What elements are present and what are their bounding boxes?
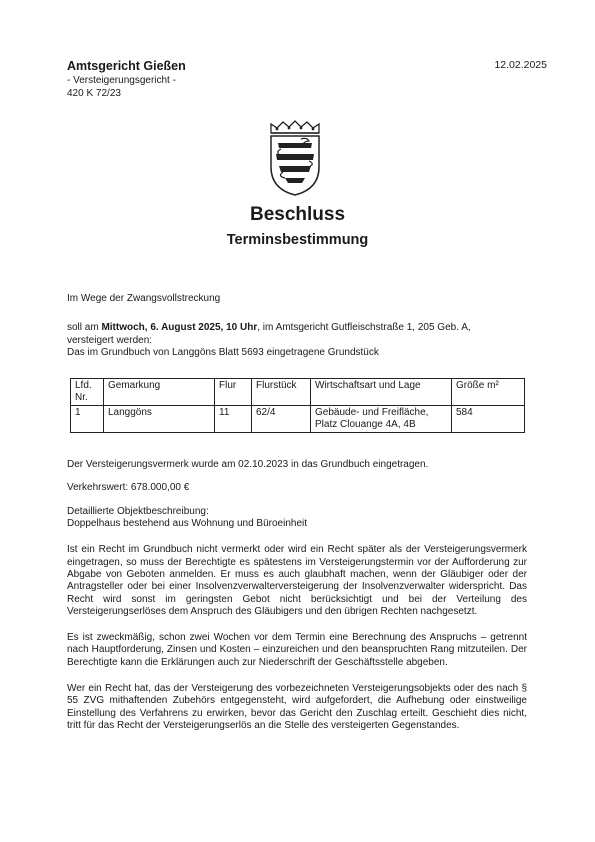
court-header <box>67 58 186 100</box>
document-date: 12.02.2025 <box>494 59 547 71</box>
table-header-row <box>71 379 525 406</box>
table-cell: Langgöns <box>104 406 215 433</box>
table-cell: Gebäude- und Freifläche, Platz Clouange 4A, 4B <box>311 406 452 433</box>
table-cell: 11 <box>215 406 252 433</box>
court-name: Amtsgericht Gießen <box>67 59 186 73</box>
table-header-cell: Flur <box>215 379 252 406</box>
table-cell: 1 <box>71 406 104 433</box>
table-row <box>71 406 525 433</box>
auction-line-3: Das im Grundbuch von Langgöns Blatt 5693 eingetragene Grundstück <box>67 346 379 358</box>
auction-line-2: versteigert werden: <box>67 334 153 346</box>
document-title: Beschluss <box>249 204 346 225</box>
table-header-cell: Größe m² <box>452 379 525 406</box>
table-header-cell: Lfd. Nr. <box>71 379 104 406</box>
vermerk-text: Der Versteigerungsvermerk wurde am 02.10.2023 in das Grundbuch eingetragen. <box>67 459 429 471</box>
hesse-coat-of-arms-icon <box>265 119 325 197</box>
case-number: 420 K 72/23 <box>67 88 121 99</box>
auction-line: soll am Mittwoch, 6. August 2025, 10 Uhr, im Amtsgericht Gutfleischstraße 1, 205 Geb. A, <box>67 322 471 334</box>
document-body <box>67 293 527 732</box>
court-department: - Versteigerungsgericht - <box>67 75 176 86</box>
paragraph-calculation: Es ist zweckmäßig, schon zwei Wochen vor dem Termin eine Berechnung des Anspruchs – getrennt nach Hauptforderung, Zinsen und Kosten – einzureichen und den beanspruchten Rang mitzuteilen. Der Berechtigte kann die Erklärungen auch zur Niederschrift der Geschäftsstelle abgeben. <box>67 632 527 668</box>
verkehrswert-text: Verkehrswert: 678.000,00 € <box>67 482 190 494</box>
table-header-cell: Wirtschaftsart und Lage <box>311 379 452 406</box>
intro-text: Im Wege der Zwangsvollstreckung <box>67 293 221 304</box>
description-text: Doppelhaus bestehend aus Wohnung und Büroeinheit <box>67 518 307 530</box>
table-header-cell: Gemarkung <box>104 379 215 406</box>
table-header-cell: Flurstück <box>252 379 311 406</box>
table-cell: 62/4 <box>252 406 311 433</box>
auction-datetime: Mittwoch, 6. August 2025, 10 Uhr <box>101 322 258 334</box>
document-subtitle: Terminsbestimmung <box>226 232 369 248</box>
description-label: Detaillierte Objektbeschreibung: <box>67 505 209 517</box>
property-table <box>70 378 525 433</box>
paragraph-objection: Wer ein Recht hat, das der Versteigerung des vorbezeichneten Versteigerungsobjekts oder des nach § 55 ZVG mithaftenden Zubehörs entgegensteht, wird aufgefordert, die Aufhebung oder einstweilige Einstellung des Verfahrens zu erwirken, bevor das Gericht den Zuschlag erteilt. Geschieht dies nicht, tritt für das Recht der Versteigerungserlös an die Stelle des versteigerten Gegenstandes. <box>67 683 527 731</box>
paragraph-rights: Ist ein Recht im Grundbuch nicht vermerkt oder wird ein Recht später als der Versteigerungsvermerk eingetragen, so muss der Berechtigte es spätestens im Versteigerungstermin vor der Aufforderung zur Abgabe von Geboten anmelden. Er muss es auch glaubhaft machen, wenn der Gläubiger oder der Antragsteller oder bei einer Insolvenzverwalterversteigerung der Insolvenzverwalter widerspricht. Das Recht wird sonst im geringsten Gebot nicht berücksichtigt und bei der Verteilung des Versteigerungserlöses dem Anspruch des Gläubigers und den übrigen Rechten nachgesetzt. <box>67 544 527 617</box>
table-cell: 584 <box>452 406 525 433</box>
